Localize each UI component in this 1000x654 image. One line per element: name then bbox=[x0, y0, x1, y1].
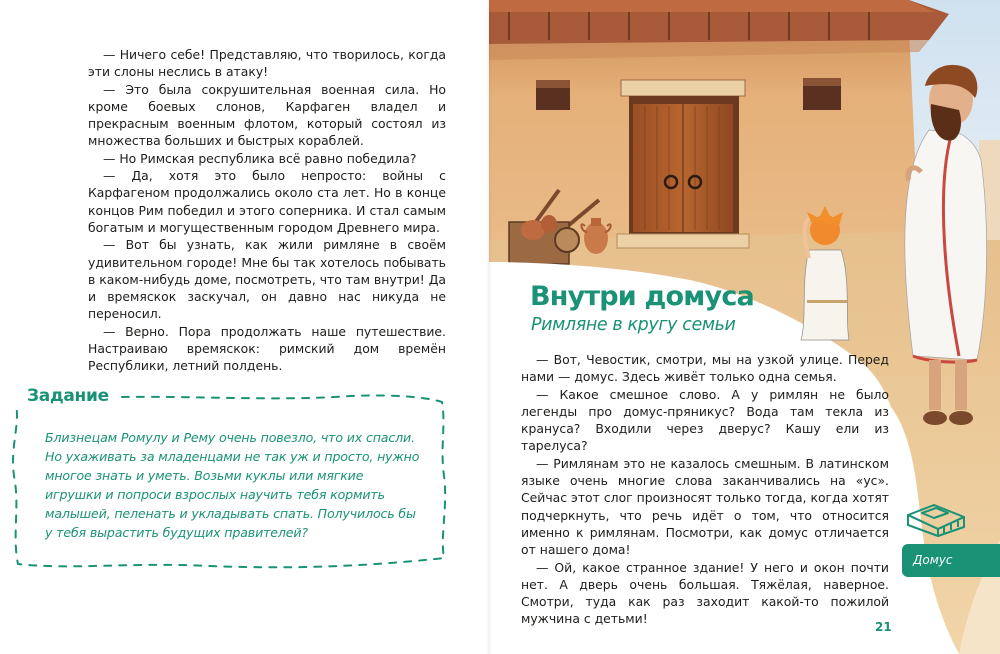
left-page bbox=[0, 0, 489, 654]
paragraph: — Вот, Чевостик, смотри, мы на узкой улице. Перед нами — домус. Здесь живёт только одна семья. bbox=[521, 352, 889, 385]
paragraph: — Верно. Пора продолжать наше путешествие. Настраиваю времяскок: римский дом времён Республики, летний полдень. bbox=[88, 323, 446, 374]
chapter-title: Внутри домуса bbox=[530, 281, 754, 312]
task-title: Задание bbox=[27, 386, 115, 406]
glossary-tab[interactable] bbox=[902, 544, 1000, 577]
task-text: Близнецам Ромулу и Рему очень повезло, что их спасли. Но ухаживать за младенцами не так уж и просто, нужно многое знать и уметь. Возьми куклы или мягкие игрушки и попроси взрослых научить тебя кормить малышей, пеленать и укладывать спать. Получилось бы у тебя вырастить будущих правителей? bbox=[45, 430, 420, 540]
domus-building-icon bbox=[904, 503, 968, 537]
paragraph: — Ничего себе! Представляю, что творилось, когда эти слоны неслись в атаку! bbox=[88, 47, 446, 80]
right-page bbox=[489, 0, 1000, 654]
paragraph: — Но Римская республика всё равно победила? bbox=[103, 150, 417, 166]
page-number: 21 bbox=[875, 620, 892, 634]
paragraph: — Это была сокрушительная военная сила. Но кроме боевых слонов, Карфаген владел и прекрасным военным флотом, который состоял из множества больших и быстрых кораблей. bbox=[88, 81, 446, 149]
paragraph: — Вот бы узнать, как жили римляне в своём удивительном городе! Мне бы так хотелось побывать в каком-нибудь доме, посмотреть, что там внутри! Да и времяскок заскучал, он давно нас никуда не переносил. bbox=[88, 237, 446, 322]
paragraph: — Какое смешное слово. А у римлян не было легенды про домус-пряникус? Вода там текла из крануса? Входили через дверус? Кашу ели из тарелуса? bbox=[521, 386, 889, 454]
right-page-body bbox=[521, 351, 889, 628]
book-gutter bbox=[486, 0, 492, 654]
glossary-label: Домус bbox=[913, 553, 953, 567]
task-box bbox=[10, 386, 462, 576]
left-page-body bbox=[88, 46, 446, 375]
chapter-subtitle: Римляне в кругу семьи bbox=[531, 315, 736, 335]
paragraph: — Римлянам это не казалось смешным. В латинском языке очень многие слова заканчивались на «ус». Сейчас этот слог произносят только тогда, когда хотят подчеркнуть, что речь идёт о том, что относится именно к римлянам. Посмотри, как домус отличается от нашего дома! bbox=[521, 455, 889, 558]
paragraph: — Да, хотя это было непросто: войны с Карфагеном продолжались около ста лет. Но в конце концов Рим победил и этого соперника. И стал самым богатым и могущественным городом Древнего мира. bbox=[88, 168, 446, 235]
paragraph: — Ой, какое странное здание! У него и окон почти нет. А дверь очень большая. Тяжёлая, наверное. Смотри, туда как раз заходит какой-то пожилой мужчина с детьми! bbox=[521, 559, 889, 627]
